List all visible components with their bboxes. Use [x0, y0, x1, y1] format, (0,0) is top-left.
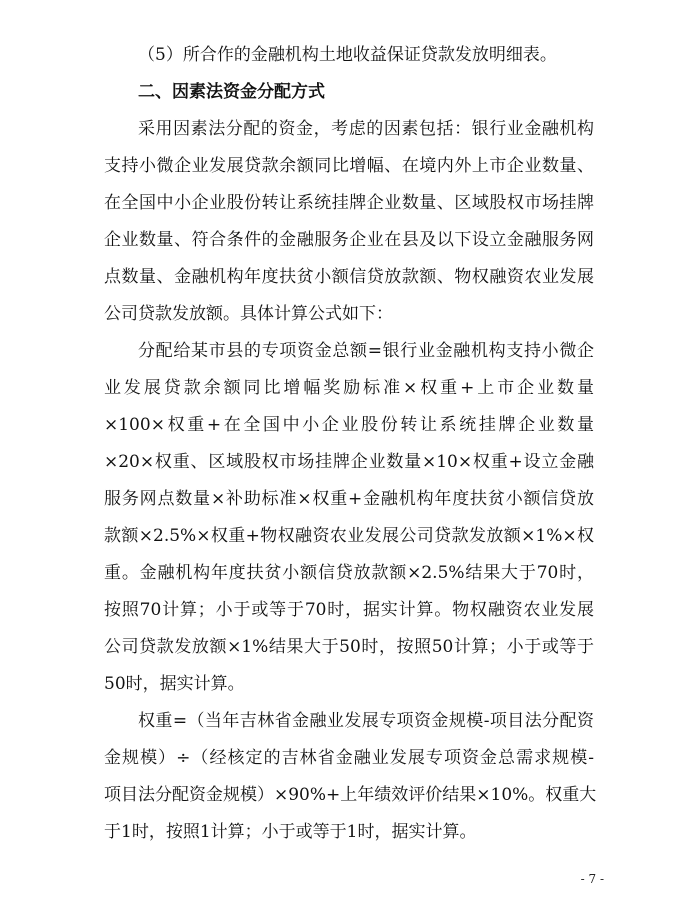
- paragraph-factors: [104, 116, 594, 338]
- text-line: ×20×权重、区域股权市场挂牌企业数量×10×权重+设立金融: [104, 452, 594, 472]
- text-line: 金规模）÷（经核定的吉林省金融业发展专项资金总需求规模-: [104, 748, 594, 768]
- text-line: 项目法分配资金规模）×90%+上年绩效评价结果×10%。权重大: [104, 785, 597, 805]
- text-line: 按照70计算；小于或等于70时，据实计算。物权融资农业发展: [104, 600, 594, 620]
- text-line: 公司贷款发放额×1%结果大于50时，按照50计算；小于或等于: [104, 637, 594, 657]
- text-line: 分配给某市县的专项资金总额=银行业金融机构支持小微企: [138, 341, 594, 361]
- heading-text: 二、因素法资金分配方式: [138, 82, 325, 102]
- text-line: 点数量、金融机构年度扶贫小额信贷放款额、物权融资农业发展: [104, 267, 594, 287]
- paragraph-weight: [104, 708, 597, 856]
- text-line: 权重=（当年吉林省金融业发展专项资金规模-项目法分配资: [138, 711, 594, 731]
- page-number: - 7 -: [580, 872, 604, 886]
- document-body: [104, 42, 597, 856]
- text-line: （5）所合作的金融机构土地收益保证贷款发放明细表。: [138, 45, 557, 65]
- text-line: 在全国中小企业股份转让系统挂牌企业数量、区域股权市场挂牌: [104, 193, 594, 213]
- text-line: 公司贷款发放额。具体计算公式如下：: [104, 304, 393, 324]
- text-line: 款额×2.5%×权重+物权融资农业发展公司贷款发放额×1%×权: [104, 526, 594, 546]
- text-line: 企业数量、符合条件的金融服务企业在县及以下设立金融服务网: [104, 230, 594, 250]
- text-line: 于1时，按照1计算；小于或等于1时，据实计算。: [104, 822, 477, 842]
- text-line: 重。金融机构年度扶贫小额信贷放款额×2.5%结果大于70时，: [104, 563, 594, 583]
- text-line: 服务网点数量×补助标准×权重+金融机构年度扶贫小额信贷放: [104, 489, 594, 509]
- text-line: ×100×权重+在全国中小企业股份转让系统挂牌企业数量: [104, 415, 594, 435]
- paragraph-formula: [104, 338, 594, 708]
- text-line: 50时，据实计算。: [104, 674, 245, 694]
- paragraph-item-5: [104, 42, 594, 79]
- text-line: 支持小微企业发展贷款余额同比增幅、在境内外上市企业数量、: [104, 156, 594, 176]
- text-line: 业发展贷款余额同比增幅奖励标准×权重+上市企业数量: [104, 378, 594, 398]
- section-heading: [104, 79, 594, 116]
- text-line: 采用因素法分配的资金，考虑的因素包括：银行业金融机构: [138, 119, 594, 139]
